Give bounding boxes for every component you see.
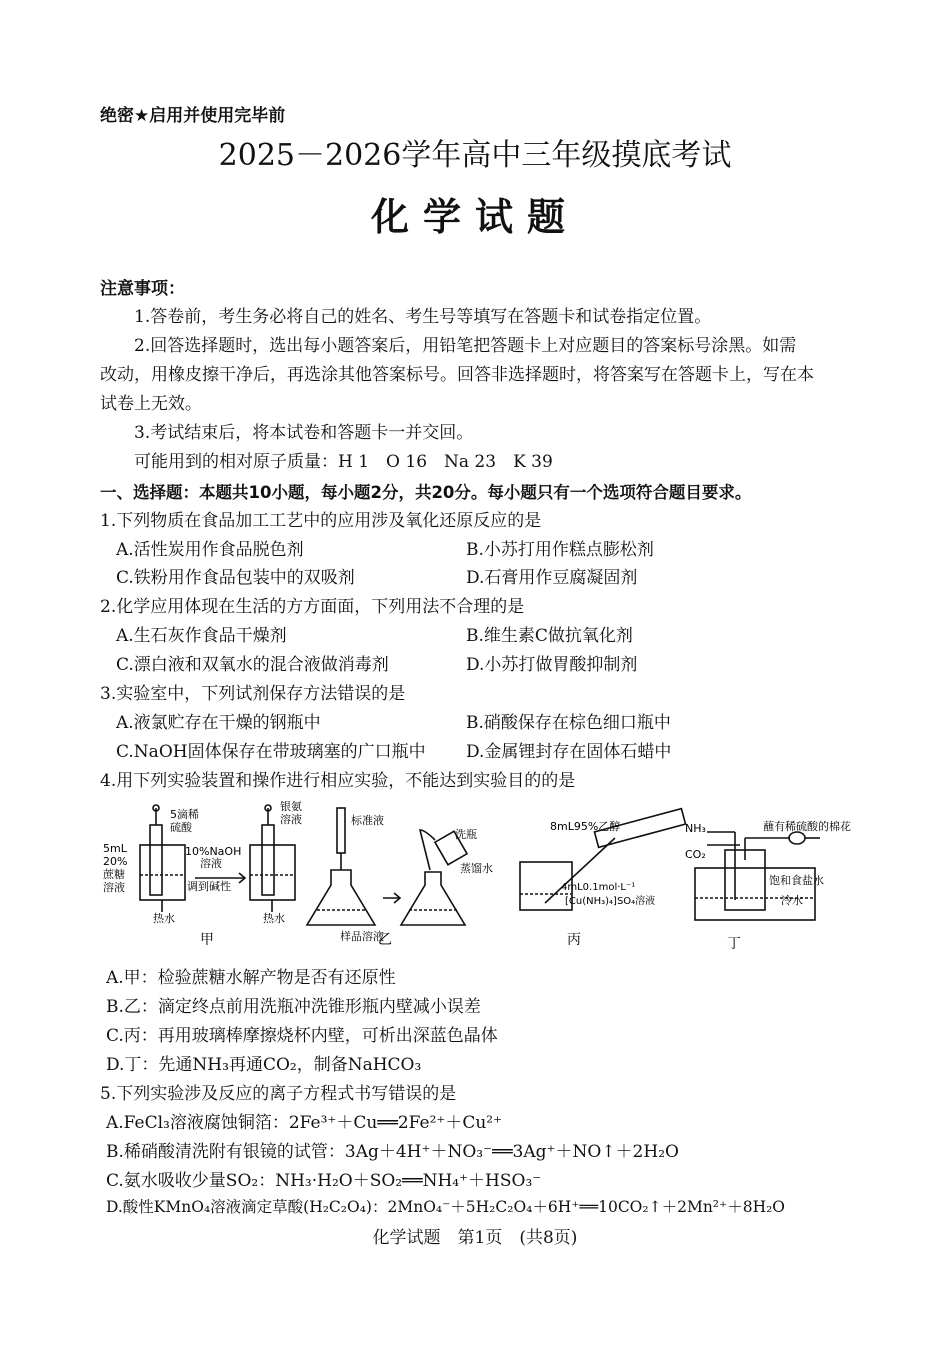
q1-option-d: D.石膏用作豆腐凝固剂 <box>466 568 638 588</box>
fig-name-jia: 甲 <box>200 932 214 948</box>
jia-naoh-label: 10%NaOH <box>185 845 242 858</box>
yi-standard-label: 标准液 <box>351 814 384 827</box>
bing-conc-label: 4mL0.1mol·L⁻¹ <box>561 882 636 893</box>
jia-hot-water-1: 热水 <box>153 912 175 925</box>
yi-distilled-label: 蒸馏水 <box>460 862 493 875</box>
yi-wash-bottle-label: 洗瓶 <box>455 828 477 841</box>
yi-apparatus <box>307 808 467 925</box>
q2-option-a: A.生石灰作食品干燥剂 <box>116 626 287 646</box>
q4-option-a: A.甲：检验蔗糖水解产物是否有还原性 <box>106 968 396 988</box>
jia-volume-label: 5mL <box>103 842 127 855</box>
exam-title: 2025－2026学年高中三年级摸底考试 <box>218 138 732 173</box>
q2-option-c: C.漂白液和双氧水的混合液做消毒剂 <box>116 655 389 675</box>
ding-brine-label: 饱和食盐水 <box>769 874 824 887</box>
jia-adjust-label: 调到碱性 <box>187 880 231 893</box>
q2-option-b: B.维生素C做抗氧化剂 <box>466 626 633 646</box>
q4-option-d: D.丁：先通NH₃再通CO₂，制备NaHCO₃ <box>106 1055 422 1075</box>
notice-heading: 注意事项： <box>100 279 185 299</box>
q3-option-b: B.硝酸保存在棕色细口瓶中 <box>466 713 671 733</box>
ding-co2-label: CO₂ <box>685 848 706 861</box>
jia-percent-label: 20% <box>103 855 128 868</box>
q3-stem: 3.实验室中，下列试剂保存方法错误的是 <box>100 684 406 704</box>
bing-ethanol-label: 8mL95%乙醇 <box>550 820 621 833</box>
ding-nh3-label: NH₃ <box>685 822 706 835</box>
jia-hot-water-2: 热水 <box>263 912 285 925</box>
notice-item-1: 1.答卷前，考生务必将自己的姓名、考生号等填写在答题卡和试卷指定位置。 <box>134 307 712 327</box>
q3-option-a: A.液氯贮存在干燥的钢瓶中 <box>116 713 321 733</box>
jia-acid-label: 硫酸 <box>170 821 192 834</box>
notice-item-3: 3.考试结束后，将本试卷和答题卡一并交回。 <box>134 423 474 443</box>
q3-option-d: D.金属锂封存在固体石蜡中 <box>466 742 672 762</box>
q1-option-a: A.活性炭用作食品脱色剂 <box>116 540 304 560</box>
jia-sucrose-label: 蔗糖 <box>103 868 125 881</box>
ding-cold-label: 冷水 <box>781 894 803 907</box>
atomic-mass-line: 可能用到的相对原子质量：H 1 O 16 Na 23 K 39 <box>134 452 553 472</box>
jia-drops-label: 5滴稀 <box>170 808 199 821</box>
q4-stem: 4.用下列实验装置和操作进行相应实验，不能达到实验目的的是 <box>100 771 576 791</box>
fig-name-bing: 丙 <box>567 932 581 948</box>
confidential-note: 绝密★启用并使用完毕前 <box>100 106 286 126</box>
bing-complex-label: [Cu(NH₃)₄]SO₄溶液 <box>565 896 656 907</box>
fig-name-yi: 乙 <box>378 932 392 948</box>
fig-name-ding: 丁 <box>727 936 741 952</box>
q5-option-d: D.酸性KMnO₄溶液滴定草酸(H₂C₂O₄)：2MnO₄⁻＋5H₂C₂O₄＋6H⁺══10CO₂↑＋2Mn²⁺＋8H₂O <box>106 1198 786 1216</box>
yi-sample-label: 样品溶液 <box>340 930 384 943</box>
q4-option-c: C.丙：再用玻璃棒摩擦烧杯内壁，可析出深蓝色晶体 <box>106 1026 498 1046</box>
q1-option-b: B.小苏打用作糕点膨松剂 <box>466 540 654 560</box>
q5-stem: 5.下列实验涉及反应的离子方程式书写错误的是 <box>100 1084 457 1104</box>
q1-stem: 1.下列物质在食品加工工艺中的应用涉及氧化还原反应的是 <box>100 511 542 531</box>
q5-option-b: B.稀硝酸清洗附有银镜的试管：3Ag＋4H⁺＋NO₃⁻══3Ag⁺＋NO↑＋2H₂O <box>106 1142 679 1162</box>
ding-cotton-label: 蘸有稀硫酸的棉花 <box>763 820 851 833</box>
q5-option-c: C.氨水吸收少量SO₂：NH₃·H₂O＋SO₂══NH₄⁺＋HSO₃⁻ <box>106 1171 542 1191</box>
q4-apparatus-figure <box>95 800 875 960</box>
subject-title: 化学试题 <box>370 194 579 239</box>
notice-item-2: 2.回答选择题时，选出每小题答案后，用铅笔把答题卡上对应题目的答案标号涂黑。如需 <box>134 336 797 356</box>
section-heading: 一、选择题：本题共10小题，每小题2分，共20分。每小题只有一个选项符合题目要求。 <box>100 483 752 502</box>
q5-option-a: A.FeCl₃溶液腐蚀铜箔：2Fe³⁺＋Cu══2Fe²⁺＋Cu²⁺ <box>106 1113 503 1133</box>
q2-stem: 2.化学应用体现在生活的方方面面，下列用法不合理的是 <box>100 597 525 617</box>
q2-option-d: D.小苏打做胃酸抑制剂 <box>466 655 638 675</box>
jia-silver-label: 银氨 <box>280 800 302 813</box>
jia-solution-label: 溶液 <box>103 881 125 894</box>
notice-item-2-cont: 改动，用橡皮擦干净后，再选涂其他答案标号。回答非选择题时，将答案写在答题卡上，写在本 <box>100 365 814 385</box>
q3-option-c: C.NaOH固体保存在带玻璃塞的广口瓶中 <box>116 742 426 762</box>
q4-option-b: B.乙：滴定终点前用洗瓶冲洗锥形瓶内壁减小误差 <box>106 997 481 1017</box>
jia-naoh-solution-label: 溶液 <box>200 857 222 870</box>
notice-item-2-end: 试卷上无效。 <box>100 394 202 414</box>
page-footer: 化学试题 第1页 (共8页) <box>372 1228 578 1248</box>
jia-silver-solution-label: 溶液 <box>280 813 302 826</box>
q1-option-c: C.铁粉用作食品包装中的双吸剂 <box>116 568 355 588</box>
